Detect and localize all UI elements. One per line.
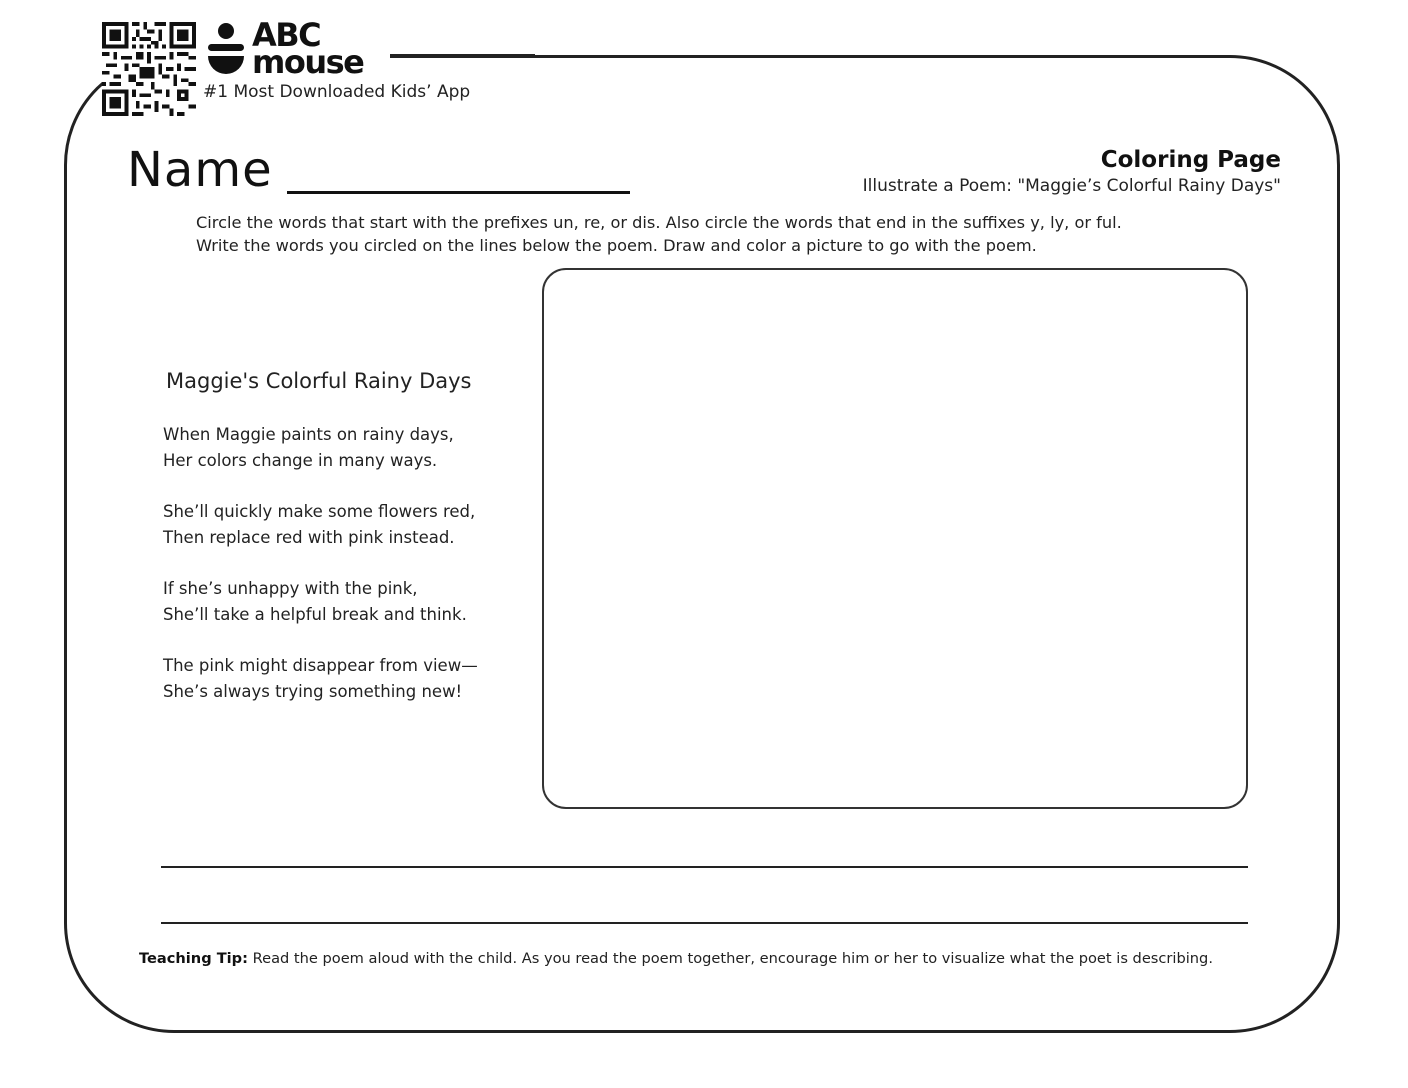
page-subtitle: Illustrate a Poem: "Maggie’s Colorful Rainy Days" (862, 176, 1281, 196)
page-title: Coloring Page (1100, 147, 1281, 173)
poem-title: Maggie's Colorful Rainy Days (166, 369, 472, 393)
teaching-tip (139, 950, 1213, 967)
instructions-line-1: Circle the words that start with the prefixes un, re, or dis. Also circle the words that end in the suffixes y, ly, or ful. (196, 213, 1122, 232)
teaching-tip-label: Teaching Tip: (139, 950, 248, 967)
logo-rule (390, 54, 535, 57)
poem-line: Then replace red with pink instead. (163, 528, 455, 547)
name-line (287, 191, 630, 194)
poem-stanza (163, 653, 478, 705)
poem (163, 422, 478, 730)
poem-line: She’s always trying something new! (163, 682, 463, 701)
teaching-tip-text: Read the poem aloud with the child. As you read the poem together, encourage him or her to visualize what the poet is describing. (247, 950, 1213, 967)
poem-line: The pink might disappear from view— (163, 656, 478, 675)
logo-wordmark (252, 16, 364, 81)
abcmouse-logo (204, 16, 384, 81)
instructions (196, 211, 1256, 257)
poem-line: Her colors change in many ways. (163, 451, 438, 470)
answer-line-2[interactable] (161, 922, 1248, 924)
answer-line-1[interactable] (161, 866, 1248, 868)
poem-line: She’ll quickly make some flowers red, (163, 502, 476, 521)
poem-stanza (163, 499, 478, 551)
instructions-line-2: Write the words you circled on the lines below the poem. Draw and color a picture to go with the poem. (196, 236, 1037, 255)
poem-line: She’ll take a helpful break and think. (163, 605, 467, 624)
poem-stanza (163, 576, 478, 628)
tagline: #1 Most Downloaded Kids’ App (203, 82, 471, 102)
drawing-area[interactable] (542, 268, 1248, 809)
name-label: Name (127, 142, 273, 198)
qr-code-icon (102, 22, 196, 116)
abcmouse-logo-icon (204, 22, 248, 78)
logo-line-1: ABC (252, 16, 321, 54)
poem-line: If she’s unhappy with the pink, (163, 579, 418, 598)
poem-line: When Maggie paints on rainy days, (163, 425, 454, 444)
logo-line-2: mouse (252, 43, 364, 81)
poem-stanza (163, 422, 478, 474)
